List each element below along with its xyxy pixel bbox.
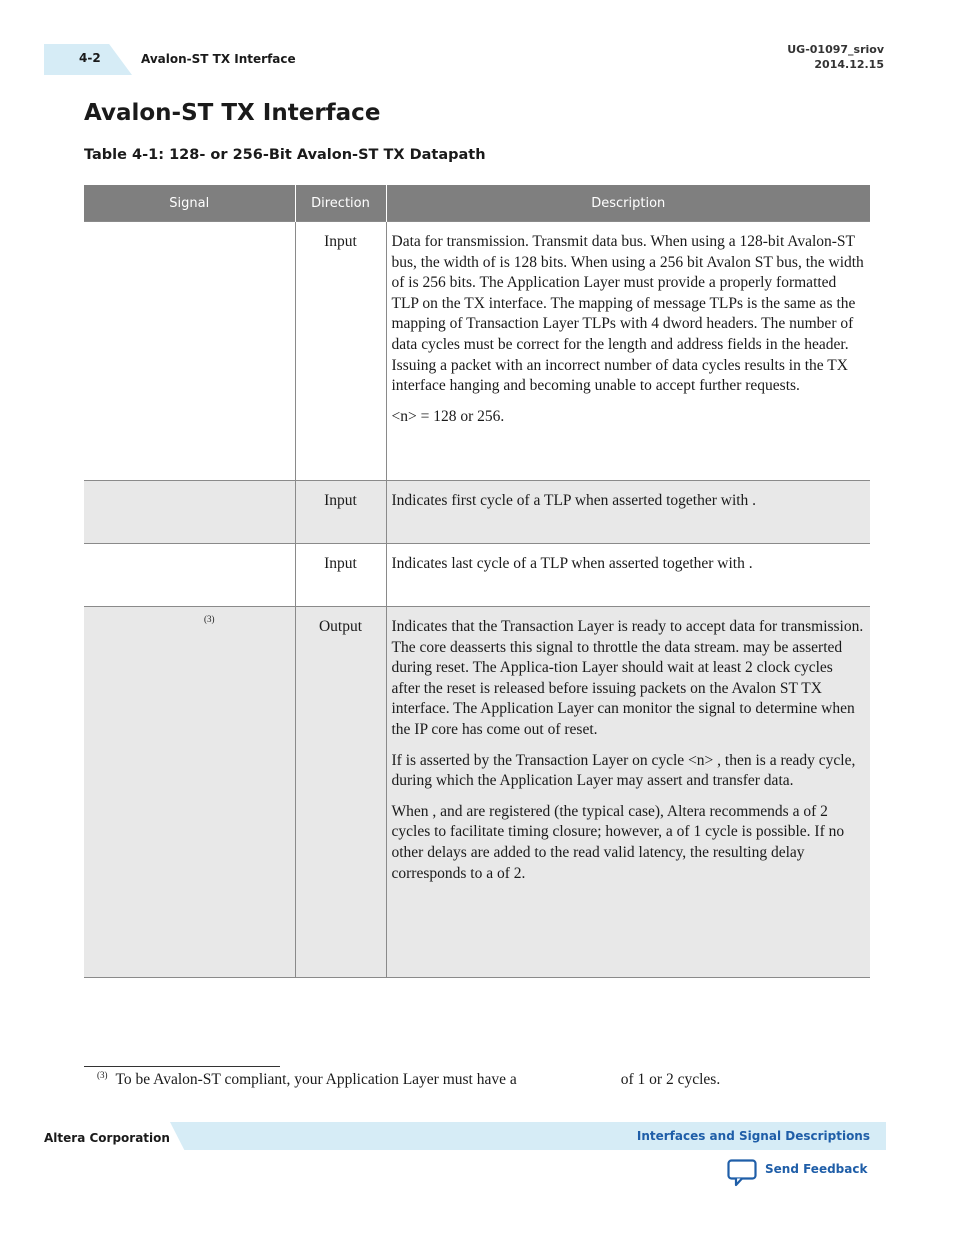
description-cell xyxy=(386,222,870,481)
table-row xyxy=(84,222,870,481)
direction-cell: Input xyxy=(295,544,386,607)
signal-cell xyxy=(84,607,295,978)
description-paragraph: If is asserted by the Transaction Layer on cycle <n> , then is a ready cycle, during which the Application Layer may assert and transfer data. xyxy=(391,751,856,790)
signal-cell xyxy=(84,222,295,481)
footnote-reference[interactable]: (3) xyxy=(204,614,215,624)
col-direction: Direction xyxy=(295,185,386,222)
description-paragraph: Data for transmission. Transmit data bus. When using a 128-bit Avalon-ST bus, the width of is 128 bits. When using a 256 bit Avalon ST bus, the width of is 256 bits. The Application Layer must provide a properly formatted TLP on the TX interface. The mapping of message TLPs is the same as the mapping of Transaction Layer TLPs with 4 dword headers. The number of data cycles must be correct for the length and address fields in the header. Issuing a packet with an incorrect number of data cycles results in the TX interface hanging and becoming unable to accept further requests. xyxy=(391,233,864,395)
table-caption: Table 4-1: 128- or 256-Bit Avalon-ST TX Datapath xyxy=(84,147,486,163)
table-row xyxy=(84,544,870,607)
description-cell xyxy=(386,544,870,607)
footnote-text-before: To be Avalon-ST compliant, your Application Layer must have a xyxy=(115,1071,517,1088)
doc-meta xyxy=(787,42,884,72)
table-header-row xyxy=(84,185,870,222)
footnote-mark: (3) xyxy=(97,1070,108,1080)
description-paragraph: Indicates first cycle of a TLP when asserted together with . xyxy=(391,492,757,509)
direction-cell: Input xyxy=(295,481,386,544)
company-name: Altera Corporation xyxy=(44,1131,170,1145)
footnote-text-after: of 1 or 2 cycles. xyxy=(620,1071,721,1088)
signal-cell xyxy=(84,544,295,607)
page-number: 4-2 xyxy=(79,51,101,65)
col-signal: Signal xyxy=(84,185,295,222)
signal-cell xyxy=(84,481,295,544)
description-cell xyxy=(386,481,870,544)
signal-table xyxy=(84,185,870,978)
footnote-rule xyxy=(84,1066,280,1067)
doc-id: UG-01097_sriov xyxy=(787,43,884,56)
description-cell xyxy=(386,607,870,978)
send-feedback-link[interactable]: Send Feedback xyxy=(765,1162,868,1176)
chapter-link[interactable]: Interfaces and Signal Descriptions xyxy=(636,1129,870,1143)
direction-cell: Output xyxy=(295,607,386,978)
doc-date: 2014.12.15 xyxy=(814,58,884,71)
footnote xyxy=(97,1071,720,1089)
feedback-icon[interactable] xyxy=(727,1159,757,1187)
direction-cell: Input xyxy=(295,222,386,481)
description-paragraph: When , and are registered (the typical case), Altera recommends a of 2 cycles to facilitate timing closure; however, a of 1 cycle is possible. If no other delays are added to the read valid latency, the resulting delay corresponds to a of 2. xyxy=(391,802,845,882)
running-title: Avalon-ST TX Interface xyxy=(141,52,296,66)
section-title: Avalon-ST TX Interface xyxy=(84,100,381,126)
description-paragraph: <n> = 128 or 256. xyxy=(391,407,505,425)
table-row xyxy=(84,607,870,978)
col-description: Description xyxy=(386,185,870,222)
table-row xyxy=(84,481,870,544)
description-paragraph: Indicates last cycle of a TLP when asserted together with . xyxy=(391,555,753,572)
description-paragraph: Indicates that the Transaction Layer is ready to accept data for transmission. The core deasserts this signal to throttle the data stream. may be asserted during reset. The Applica-tion Layer should wait at least 2 clock cycles after the reset is released before issuing packets on the Avalon ST TX interface. The Application Layer can monitor the signal to determine when the IP core has come out of reset. xyxy=(391,618,864,738)
